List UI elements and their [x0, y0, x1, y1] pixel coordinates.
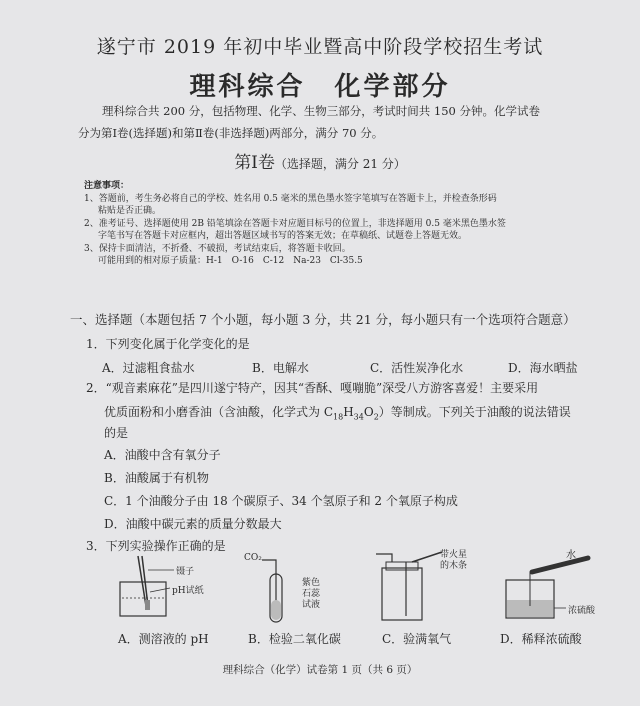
q1-option-d: D．海水晒盐	[508, 361, 578, 375]
intro-line-1: 理科综合共 200 分，包括物理、化学、生物三部分，考试时间共 150 分钟。化学试卷	[102, 104, 541, 118]
subscript: 2	[373, 412, 379, 422]
notes-item: 3、保持卡面清洁，不折叠、不破损，考试结束后，将答题卡收回。	[84, 243, 351, 254]
q1-stem: 1．下列变化属于化学变化的是	[86, 337, 250, 351]
figure-a-ph-test	[112, 548, 222, 620]
figure-d-label-acid: 浓硫酸	[568, 606, 596, 616]
subject-title: 理科综合 化学部分	[189, 72, 451, 102]
label-line: 试液	[302, 600, 321, 610]
notes-item: 粘贴是否正确。	[98, 206, 162, 216]
q3-option-b: B．检验二氧化碳	[248, 632, 341, 646]
figure-c-label-splint	[440, 550, 467, 572]
q3-stem: 3．下列实验操作正确的是	[86, 539, 226, 553]
subscript: 34	[353, 412, 364, 422]
section-title	[0, 148, 640, 173]
q2-option-c: C．1 个油酸分子由 18 个碳原子、34 个氢原子和 2 个氧原子构成	[104, 494, 458, 508]
cylinder-shape	[532, 558, 588, 572]
q1-option-b: B．电解水	[252, 361, 309, 375]
atomic-mass-line: 可能用到的相对原子质量：H-1 O-16 C-12 Na-23 Cl-35.5	[98, 256, 363, 266]
q2-line-3: 的是	[104, 426, 129, 440]
label-line: 的木条	[440, 561, 468, 571]
label-line: 石蕊	[302, 589, 321, 599]
part1-heading: 一、选择题（本题包括 7 个小题，每小题 3 分，共 21 分，每小题只有一个选项符合题意）	[70, 312, 576, 327]
exam-title: 遂宁市 2019 年初中毕业暨高中阶段学校招生考试	[96, 36, 544, 58]
delivery-tube	[376, 554, 392, 562]
notes-item: 字笔书写在答题卡对应框内，超出答题区域书写的答案无效；在草稿纸、试题卷上答题无效。	[98, 231, 468, 241]
ph-paper-shape	[145, 600, 150, 610]
q2-option-b: B．油酸属于有机物	[104, 471, 209, 485]
q2-text: H	[343, 405, 354, 419]
figure-b-co2-test	[258, 552, 338, 624]
q3-option-d: D．稀释浓硫酸	[500, 632, 582, 646]
pointer-line	[150, 588, 170, 592]
notes-block	[84, 180, 604, 268]
section-title-main: 第Ⅰ卷	[234, 153, 275, 173]
label-line: 紫色	[302, 578, 321, 588]
figure-b-label-co2: CO₂	[244, 553, 262, 563]
figure-b-label-litmus	[302, 578, 320, 611]
q2-line-2	[104, 402, 571, 427]
stopper-shape	[386, 562, 418, 570]
notes-heading: 注意事项：	[84, 181, 130, 191]
q2-text: O	[363, 405, 374, 419]
q3-option-a: A．测溶液的 pH	[118, 632, 209, 646]
q1-option-c: C．活性炭净化水	[370, 361, 464, 375]
q1-option-a: A．过滤粗食盐水	[102, 361, 195, 375]
q2-text: ）等制成。下列关于油酸的说法错误	[378, 405, 571, 419]
q2-text: 优质面粉和小磨香油（含油酸，化学式为 C	[104, 405, 333, 419]
q2-option-d: D．油酸中碳元素的质量分数最大	[104, 517, 282, 531]
notes-item: 1、答题前，考生务必将自己的学校、姓名用 0.5 毫米的黑色墨水签字笔填写在答题卡上，并检查条形码	[84, 193, 497, 204]
q2-line-1: 2．“观音素麻花”是四川遂宁特产，因其“香酥、嘎嘣脆”深受八方游客喜爱！主要采用	[86, 381, 539, 395]
notes-item: 2、准考证号、选择题使用 2B 铅笔填涂在答题卡对应题目标号的位置上，非选择题用 0.5 毫米黑色墨水签	[84, 218, 506, 229]
figure-d-label-water: 水	[566, 550, 576, 561]
page-footer: 理科综合（化学）试卷第 1 页（共 6 页）	[222, 664, 418, 676]
gas-bottle-shape	[382, 568, 422, 620]
q2-option-a: A．油酸中含有氧分子	[104, 448, 221, 462]
intro-line-2: 分为第Ⅰ卷(选择题)和第Ⅱ卷(非选择题)两部分，满分 70 分。	[78, 126, 384, 140]
subscript: 18	[333, 412, 344, 422]
splint-shape	[412, 552, 442, 562]
section-title-sub: （选择题，满分 21 分）	[274, 157, 406, 171]
litmus-liquid	[271, 600, 281, 620]
label-line: 带火星	[440, 550, 468, 560]
q3-option-c: C．验满氧气	[382, 632, 452, 646]
figure-a-label-ph-paper: pH试纸	[172, 586, 204, 596]
figure-a-label-tweezers: 镊子	[176, 567, 195, 577]
